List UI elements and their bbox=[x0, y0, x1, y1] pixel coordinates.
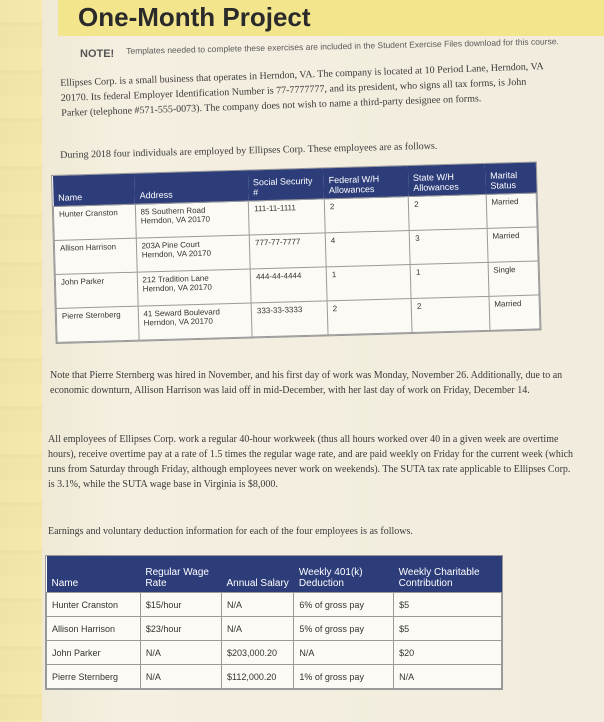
table-row bbox=[47, 617, 502, 641]
col-federal-wh: Federal W/H Allowances bbox=[323, 166, 408, 199]
page-edge-strip bbox=[0, 0, 42, 722]
cell-name: John Parker bbox=[47, 641, 141, 665]
cell-name: John Parker bbox=[55, 272, 137, 308]
address-line-2: Herndon, VA 20170 bbox=[140, 214, 211, 226]
cell-federal-wh: 2 bbox=[324, 197, 409, 233]
col-charitable: Weekly Charitable Contribution bbox=[394, 556, 502, 593]
cell-marital-status: Single bbox=[488, 261, 539, 296]
cell-state-wh: 3 bbox=[409, 228, 487, 264]
cell-401k: N/A bbox=[294, 641, 394, 665]
cell-name: Allison Harrison bbox=[54, 238, 136, 274]
cell-ssn: 111-11-1111 bbox=[248, 199, 325, 235]
col-name: Name bbox=[47, 556, 141, 593]
table-row bbox=[47, 641, 502, 665]
note-text: Templates needed to complete these exercises are included in the Student Exercise Files download for this course. bbox=[126, 36, 559, 56]
table-row bbox=[47, 665, 502, 689]
cell-wage-rate: N/A bbox=[140, 641, 221, 665]
cell-marital-status: Married bbox=[487, 227, 538, 262]
cell-charitable: $20 bbox=[394, 641, 502, 665]
employees-intro: During 2018 four individuals are employed by Ellipses Corp. These employees are as follows. bbox=[60, 140, 438, 161]
address-line-1: 203A Pine Court bbox=[141, 239, 200, 251]
cell-state-wh: 1 bbox=[410, 262, 488, 298]
table-row bbox=[47, 593, 502, 617]
overtime-paragraph: All employees of Ellipses Corp. work a regular 40-hour workweek (thus all hours worked over 40 in a given week are overtime hours), receive overtime pay at a rate of 1.5 times the regular wage rate, and are paid weekly on Friday for the current week (which runs from Saturday through Friday, although employees never work on weekends). The SUTA tax rate applicable to Ellipses Corp. is 3.1%, while the SUTA wage base in Virginia is $8,000. bbox=[48, 434, 574, 490]
page-title: One-Month Project bbox=[78, 2, 311, 32]
address-line-2: Herndon, VA 20170 bbox=[142, 282, 213, 294]
cell-wage-rate: $15/hour bbox=[140, 593, 221, 617]
intro-paragraph: Ellipses Corp. is a small business that operates in Herndon, VA. The company is located at 10 Period Lane, Herndon, VA 20170. Its federal Employer Identification Number is 77-7777777, and its president, who signs all tax forms, is John Parker (telephone #571-555-0073). The company does not wish to name a third-party designee on forms. bbox=[60, 61, 544, 119]
cell-charitable: $5 bbox=[394, 617, 502, 641]
employee-table bbox=[52, 162, 540, 342]
earnings-table bbox=[46, 556, 502, 689]
cell-address bbox=[136, 235, 250, 272]
cell-wage-rate: N/A bbox=[140, 665, 221, 689]
cell-annual-salary: N/A bbox=[222, 593, 294, 617]
cell-charitable: N/A bbox=[394, 665, 502, 689]
cell-name: Allison Harrison bbox=[47, 617, 141, 641]
cell-annual-salary: $112,000.20 bbox=[222, 665, 294, 689]
cell-401k: 1% of gross pay bbox=[294, 665, 394, 689]
col-wage-rate: Regular Wage Rate bbox=[140, 556, 221, 593]
col-annual-salary: Annual Salary bbox=[222, 556, 294, 593]
cell-name: Hunter Cranston bbox=[47, 593, 141, 617]
address-line-1: 212 Tradition Lane bbox=[142, 273, 209, 285]
earnings-table-header bbox=[47, 556, 502, 593]
cell-annual-salary: $203,000.20 bbox=[222, 641, 294, 665]
cell-401k: 6% of gross pay bbox=[294, 593, 394, 617]
cell-marital-status: Married bbox=[489, 295, 540, 330]
col-ssn: Social Security # bbox=[248, 168, 325, 201]
earnings-intro: Earnings and voluntary deduction information for each of the four employees is as follows. bbox=[48, 526, 413, 537]
col-address: Address bbox=[134, 171, 248, 205]
cell-marital-status: Married bbox=[486, 193, 537, 228]
cell-state-wh: 2 bbox=[411, 296, 489, 332]
col-name: Name bbox=[52, 174, 134, 207]
cell-name: Pierre Sternberg bbox=[56, 306, 138, 342]
address-line-1: 85 Southern Road bbox=[140, 205, 206, 217]
address-line-2: Herndon, VA 20170 bbox=[143, 316, 214, 328]
cell-federal-wh: 1 bbox=[326, 265, 411, 301]
cell-name: Hunter Cranston bbox=[53, 204, 135, 240]
cell-federal-wh: 2 bbox=[327, 299, 412, 335]
cell-address bbox=[137, 269, 251, 306]
address-line-2: Herndon, VA 20170 bbox=[141, 248, 212, 260]
cell-wage-rate: $23/hour bbox=[140, 617, 221, 641]
cell-address bbox=[135, 201, 249, 238]
cell-ssn: 777-77-7777 bbox=[249, 233, 326, 269]
cell-ssn: 444-44-4444 bbox=[250, 267, 327, 303]
hiring-note-paragraph: Note that Pierre Sternberg was hired in November, and his first day of work was Monday, November 26. Additionally, due to an economic downturn, Allison Harrison was laid off in mid-December, with her last day of work on Friday, December 14. bbox=[50, 370, 563, 396]
cell-state-wh: 2 bbox=[408, 194, 486, 230]
cell-address bbox=[138, 303, 252, 340]
col-marital-status: Marital Status bbox=[485, 162, 536, 194]
cell-name: Pierre Sternberg bbox=[47, 665, 141, 689]
col-401k: Weekly 401(k) Deduction bbox=[294, 556, 394, 593]
address-line-1: 41 Seward Boulevard bbox=[143, 307, 221, 319]
cell-annual-salary: N/A bbox=[222, 617, 294, 641]
col-state-wh: State W/H Allowances bbox=[408, 164, 486, 197]
cell-charitable: $5 bbox=[394, 593, 502, 617]
note-label: NOTE! bbox=[80, 48, 115, 60]
cell-ssn: 333-33-3333 bbox=[251, 301, 328, 337]
cell-federal-wh: 4 bbox=[325, 231, 410, 267]
cell-401k: 5% of gross pay bbox=[294, 617, 394, 641]
